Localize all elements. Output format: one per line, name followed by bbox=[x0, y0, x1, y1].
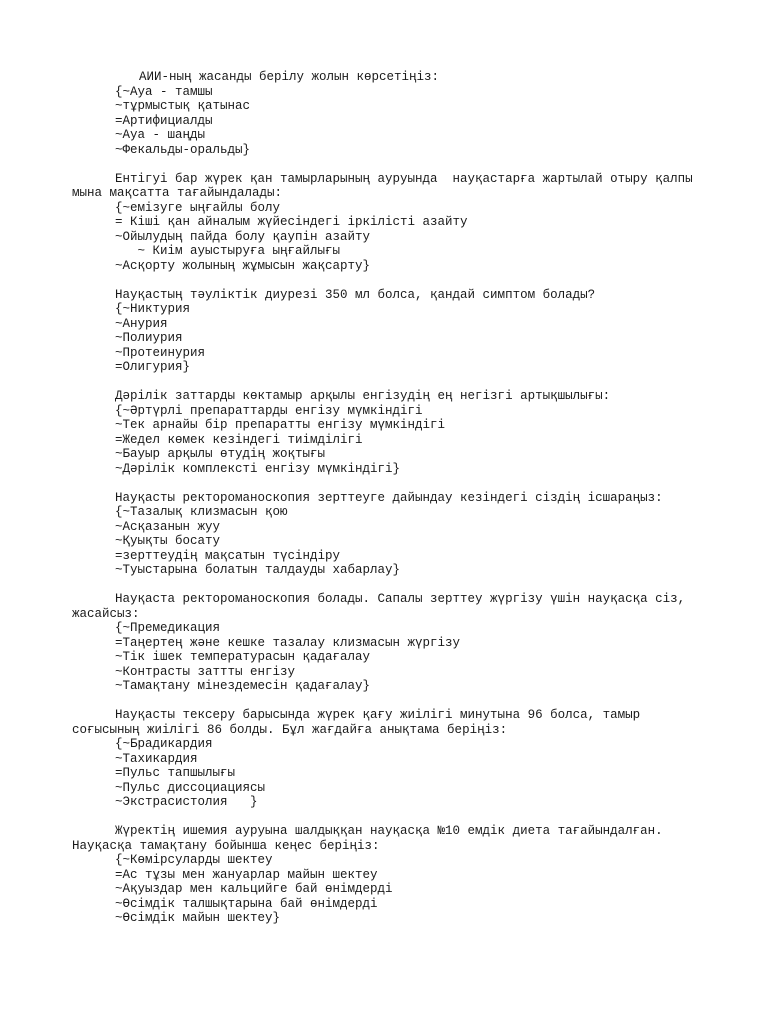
question-block bbox=[72, 592, 712, 694]
answer-option: ~Тахикардия bbox=[115, 751, 198, 766]
answer-option: ~тұрмыстық қатынас bbox=[115, 99, 251, 113]
answer-option: ~Ауа - шаңды bbox=[115, 128, 206, 142]
answer-option: ~Дәрілік комплексті енгізу мүмкіндігі} bbox=[115, 461, 401, 476]
answer-option: = Кіші қан айналым жүйесіндегі іркілісті азайту bbox=[115, 215, 468, 229]
answer-option: {~Тазалық клизмасын қою bbox=[115, 505, 288, 519]
answer-option: ~Контрасты заттты енгізу bbox=[115, 664, 296, 679]
answer-option: =Артифициалды bbox=[115, 113, 213, 128]
answer-option: {~емізуге ыңғайлы болу bbox=[115, 200, 281, 215]
answer-option: ~Бауыр арқылы өтудің жоқтығы bbox=[115, 447, 326, 461]
question-block bbox=[72, 824, 712, 926]
question-block bbox=[72, 389, 712, 476]
answer-option: ~Асқорту жолының жұмысын жақсарту} bbox=[115, 258, 371, 273]
answer-option: ~Асқазанын жуу bbox=[115, 519, 221, 534]
answer-option: {~Премедикация bbox=[115, 621, 221, 635]
answer-option: =зерттеудің мақсатын түсіндіру bbox=[115, 548, 341, 563]
answer-option: ~Пульс диссоциациясы bbox=[115, 780, 266, 795]
question-block bbox=[72, 288, 712, 375]
question-text: Науқастың тәуліктік диурезі 350 мл болса, қандай симптом болады? bbox=[115, 287, 596, 302]
answer-option: =Пульс тапшылығы bbox=[115, 766, 236, 780]
answer-option: ~Тамақтану мінездемесін қадағалау} bbox=[115, 679, 371, 693]
question-text: Дәрілік заттарды көктамыр арқылы енгізудің ең негізгі артықшылығы: bbox=[115, 389, 611, 403]
answer-option: =Ас тұзы мен жануарлар майын шектеу bbox=[115, 867, 378, 882]
answer-option: {~Ауа - тамшы bbox=[115, 84, 213, 99]
answer-option: {~Никтурия bbox=[115, 302, 191, 316]
answer-option: ~Қуықты босату bbox=[115, 534, 221, 548]
question-text: АИИ-ның жасанды берілу жолын көрсетіңіз: bbox=[139, 70, 440, 84]
question-block bbox=[72, 70, 712, 157]
question-text: Науқасты тексеру барысында жүрек қағу жиілігі минутына 96 болса, тамыр соғысының жиілігі 86 болды. Бұл жағдайға анықтама беріңіз: bbox=[72, 708, 648, 737]
document-page bbox=[72, 70, 712, 940]
answer-option: =Олигурия} bbox=[115, 360, 191, 374]
answer-option: {~Әртүрлі препараттарды енгізу мүмкіндігі bbox=[115, 403, 423, 418]
answer-option: ~Өсімдік майын шектеу} bbox=[115, 911, 281, 925]
answer-option: ~Экстрасистолия } bbox=[115, 795, 258, 809]
answer-option: ~Ақуыздар мен кальцийге бай өнімдерді bbox=[115, 882, 393, 896]
question-text: Жүректің ишемия ауруына шалдыққан науқасқа №10 емдік диета тағайындалған. Науқасқа тамақтану бойынша кеңес беріңіз: bbox=[72, 824, 671, 853]
answer-option: {~Брадикардия bbox=[115, 737, 213, 751]
answer-option: ~ Киім ауыстыруға ыңғайлығы bbox=[115, 244, 341, 258]
answer-option: {~Көмірсуларды шектеу bbox=[115, 853, 273, 867]
answer-option: ~Протеинурия bbox=[115, 345, 206, 360]
answer-option: ~Фекальды-оральды} bbox=[115, 142, 251, 157]
answer-option: ~Туыстарына болатын талдауды хабарлау} bbox=[115, 563, 401, 577]
question-text: Ентігуі бар жүрек қан тамырларының ауруында науқастарға жартылай отыру қалпы мына мақсатта тағайындалады: bbox=[72, 171, 701, 200]
answer-option: =Жедел көмек кезіндегі тиімділігі bbox=[115, 432, 363, 447]
answer-option: ~Ойылудың пайда болу қаупін азайту bbox=[115, 229, 371, 244]
question-block bbox=[72, 172, 712, 274]
answer-option: =Таңертең және кешке тазалау клизмасын жүргізу bbox=[115, 635, 461, 650]
answer-option: ~Тік ішек температурасын қадағалау bbox=[115, 650, 371, 664]
question-text: Науқаста ректороманоскопия болады. Сапалы зерттеу жүргізу үшін науқасқа сіз, жасайсыз: bbox=[72, 592, 693, 621]
question-text: Науқасты ректороманоскопия зерттеуге дайындау кезіндегі сіздің ісшараңыз: bbox=[115, 490, 663, 505]
question-block bbox=[72, 708, 712, 810]
answer-option: ~Өсімдік талшықтарына бай өнімдерді bbox=[115, 896, 378, 911]
answer-option: ~Полиурия bbox=[115, 331, 183, 345]
answer-option: ~Анурия bbox=[115, 316, 168, 331]
question-block bbox=[72, 491, 712, 578]
answer-option: ~Тек арнайы бір препаратты енгізу мүмкіндігі bbox=[115, 418, 446, 432]
